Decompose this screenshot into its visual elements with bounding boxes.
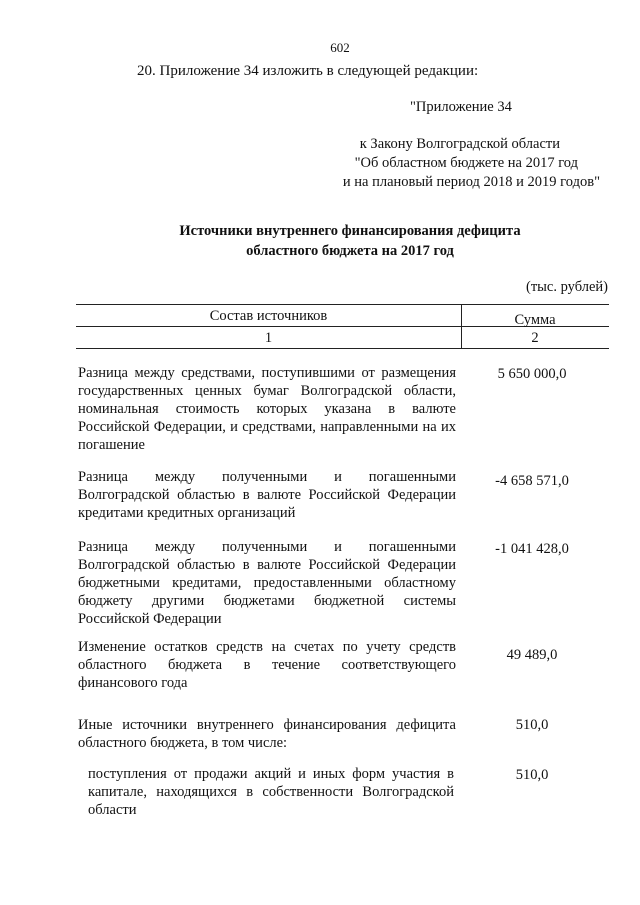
document-title xyxy=(135,221,565,261)
document-title-line-2: областного бюджета на 2017 год xyxy=(246,243,454,259)
column-number-2: 2 xyxy=(531,330,539,346)
page-number: 602 xyxy=(330,40,350,55)
column-number-1: 1 xyxy=(264,330,273,346)
appendix-line-2: "Об областном бюджете на 2017 год xyxy=(354,155,578,171)
row-text: Разница между полученными и погашенными Волгоградской областью в валюте Российской Федерации бюджетными кредитами, предоставленными областному бюджету другими бюджетами бюджетной системы Российской Федерации xyxy=(78,539,456,627)
column-header-amount: Сумма xyxy=(514,312,556,328)
row-value: -1 041 428,0 xyxy=(495,541,569,557)
subrow-value: 510,0 xyxy=(515,767,549,783)
amendment-intro: 20. Приложение 34 изложить в следующей редакции: xyxy=(137,63,479,79)
row-value: 49 489,0 xyxy=(506,647,558,663)
row-value: -4 658 571,0 xyxy=(495,473,569,489)
row-value: 5 650 000,0 xyxy=(497,366,567,382)
appendix-line-1: к Закону Волгоградской области xyxy=(359,136,560,152)
appendix-line-3: и на плановый период 2018 и 2019 годов" xyxy=(342,174,600,190)
row-value: 510,0 xyxy=(515,717,549,733)
appendix-reference xyxy=(300,135,600,192)
row-text: Разница между средствами, поступившими от размещения государственных ценных бумаг Волгоградской области, номинальная стоимость которых указана в валюте Российской Федерации, и средствами, направленными на их погашение xyxy=(78,365,456,453)
row-text: Изменение остатков средств на счетах по учету средств областного бюджета в течение соответствующего финансового года xyxy=(78,639,456,691)
row-text: Иные источники внутреннего финансирования дефицита областного бюджета, в том числе: xyxy=(78,717,456,751)
units-label: (тыс. рублей) xyxy=(526,279,608,295)
column-header-sources: Состав источников xyxy=(209,308,328,324)
subrow-text: поступления от продажи акций и иных форм участия в капитале, находящихся в собственности Волгоградской области xyxy=(88,766,454,818)
row-text: Разница между полученными и погашенными Волгоградской областью в валюте Российской Федерации кредитами кредитных организаций xyxy=(78,469,456,521)
document-title-line-1: Источники внутреннего финансирования дефицита xyxy=(179,223,521,239)
table-top-rule xyxy=(76,304,609,305)
appendix-title: "Приложение 34 xyxy=(410,99,512,115)
table-number-rule xyxy=(76,348,609,349)
